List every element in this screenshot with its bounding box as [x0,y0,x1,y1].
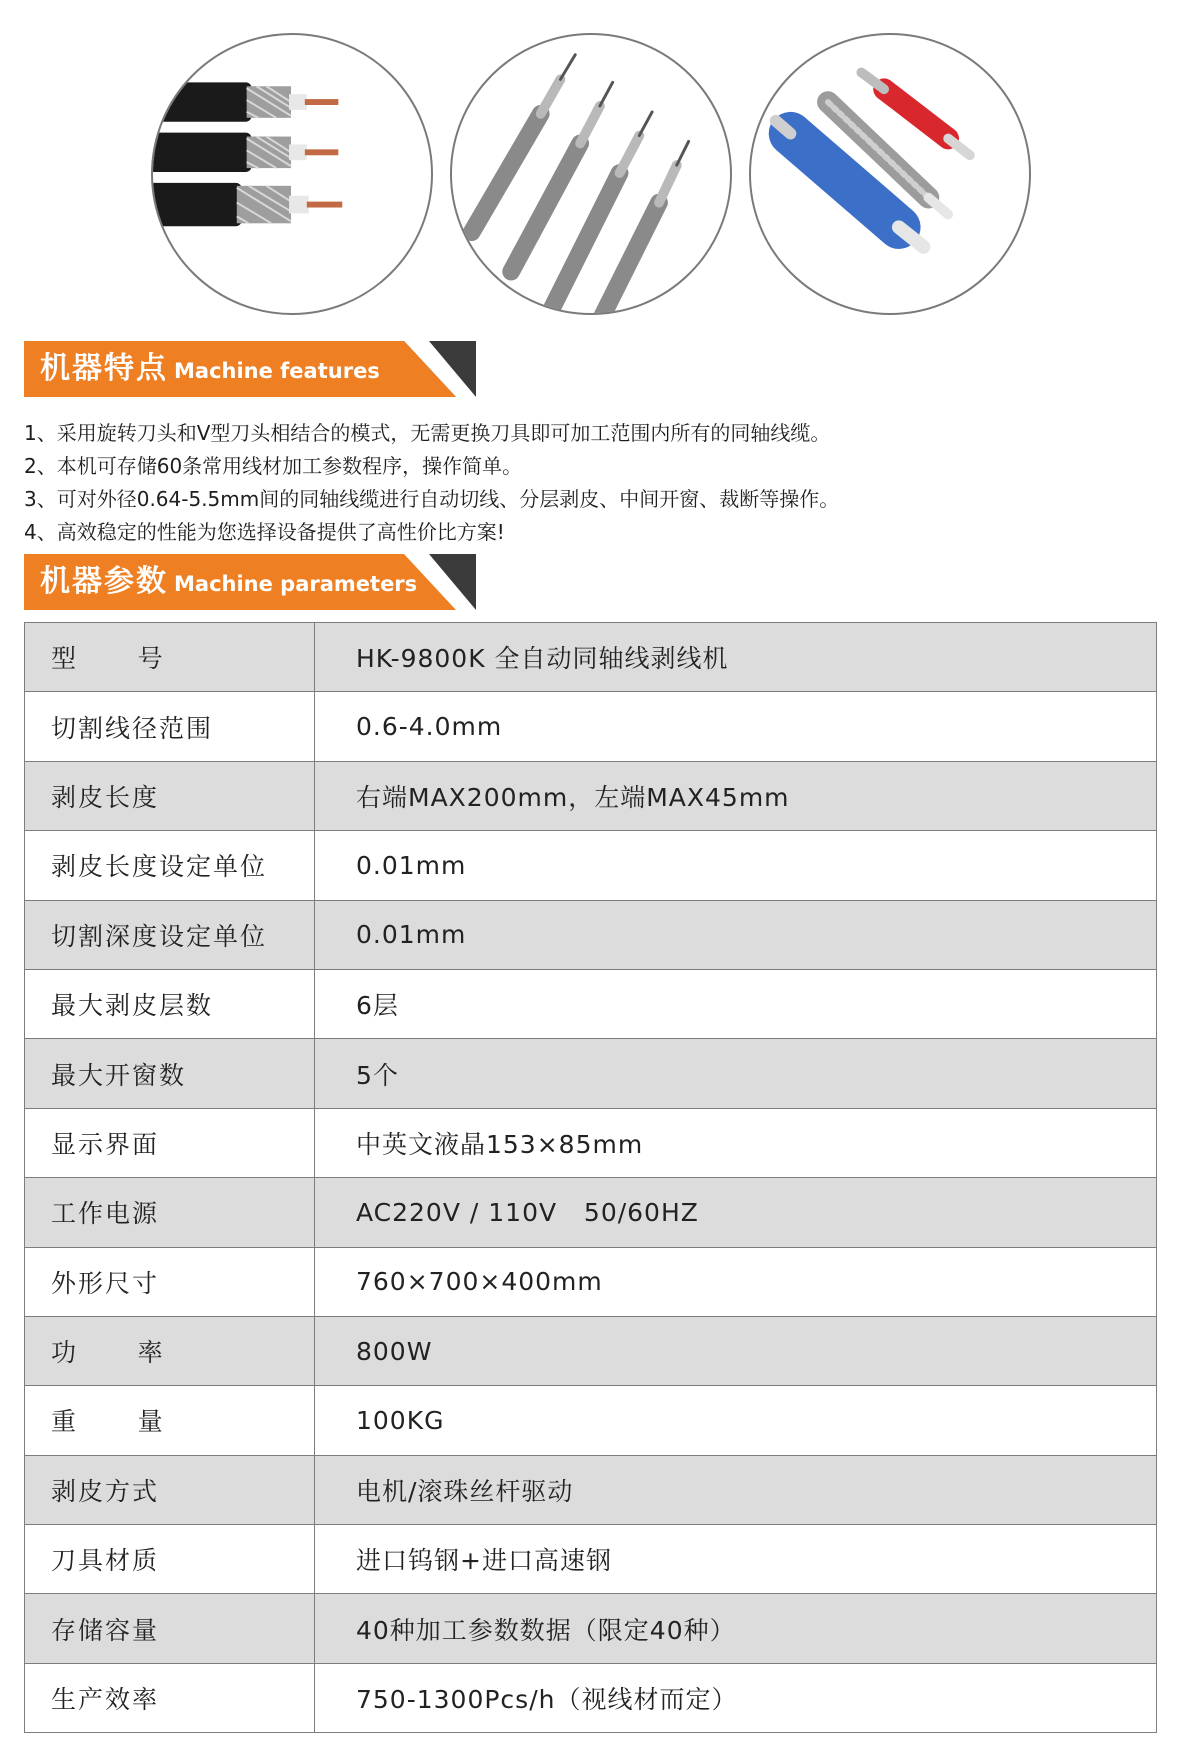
param-value: 5个 [315,1039,1157,1108]
param-label: 重 量 [25,1386,315,1455]
param-label: 存储容量 [25,1594,315,1663]
gray-coaxial-cables-photo [450,33,732,315]
param-label: 型 号 [25,623,315,692]
parameters-table [24,622,1157,1733]
params-title-en: Machine parameters [174,572,418,596]
param-label: 功 率 [25,1316,315,1385]
param-label: 切割深度设定单位 [25,900,315,969]
param-value: 6层 [315,969,1157,1038]
table-row [25,900,1157,969]
features-section-header [24,341,476,397]
params-section-header [24,554,476,610]
features-section-title [40,341,380,397]
param-label: 最大开窗数 [25,1039,315,1108]
features-list [24,417,1154,549]
table-row [25,969,1157,1038]
table-row [25,1386,1157,1455]
param-label: 剥皮方式 [25,1455,315,1524]
features-title-en: Machine features [174,359,380,383]
param-value: 40种加工参数数据（限定40种） [315,1594,1157,1663]
param-label: 生产效率 [25,1663,315,1732]
param-value: 100KG [315,1386,1157,1455]
param-value: 右端MAX200mm，左端MAX45mm [315,761,1157,830]
param-label: 剥皮长度设定单位 [25,831,315,900]
table-row [25,1039,1157,1108]
param-label: 外形尺寸 [25,1247,315,1316]
param-value: 800W [315,1316,1157,1385]
param-label: 显示界面 [25,1108,315,1177]
param-label: 最大剥皮层数 [25,969,315,1038]
table-row [25,761,1157,830]
table-row [25,1455,1157,1524]
params-section-title [40,554,417,610]
feature-item: 1、采用旋转刀头和V型刀头相结合的模式，无需更换刀具即可加工范围内所有的同轴线缆。 [24,421,831,445]
param-value: AC220V / 110V 50/60HZ [315,1178,1157,1247]
table-row [25,831,1157,900]
table-row [25,1663,1157,1732]
feature-item: 2、本机可存储60条常用线材加工参数程序，操作简单。 [24,454,523,478]
table-row [25,1178,1157,1247]
param-value: 0.01mm [315,831,1157,900]
param-value: HK-9800K 全自动同轴线剥线机 [315,623,1157,692]
table-row [25,1594,1157,1663]
table-row [25,623,1157,692]
param-value: 760×700×400mm [315,1247,1157,1316]
param-value: 750-1300Pcs/h（视线材而定） [315,1663,1157,1732]
table-row [25,692,1157,761]
params-title-zh: 机器参数 [40,564,168,599]
feature-item: 4、高效稳定的性能为您选择设备提供了高性价比方案! [24,520,505,544]
param-value: 0.01mm [315,900,1157,969]
param-label: 刀具材质 [25,1525,315,1594]
table-row [25,1247,1157,1316]
table-row [25,1525,1157,1594]
param-label: 工作电源 [25,1178,315,1247]
colored-coaxial-cables-photo [749,33,1031,315]
param-label: 切割线径范围 [25,692,315,761]
product-photos [0,0,1181,330]
table-row [25,1108,1157,1177]
features-title-zh: 机器特点 [40,351,168,386]
param-label: 剥皮长度 [25,761,315,830]
param-value: 电机/滚珠丝杆驱动 [315,1455,1157,1524]
param-value: 中英文液晶153×85mm [315,1108,1157,1177]
param-value: 进口钨钢+进口高速钢 [315,1525,1157,1594]
table-row [25,1316,1157,1385]
black-coaxial-cables-photo [151,33,433,315]
feature-item: 3、可对外径0.64-5.5mm间的同轴线缆进行自动切线、分层剥皮、中间开窗、裁断等操作。 [24,487,840,511]
param-value: 0.6-4.0mm [315,692,1157,761]
